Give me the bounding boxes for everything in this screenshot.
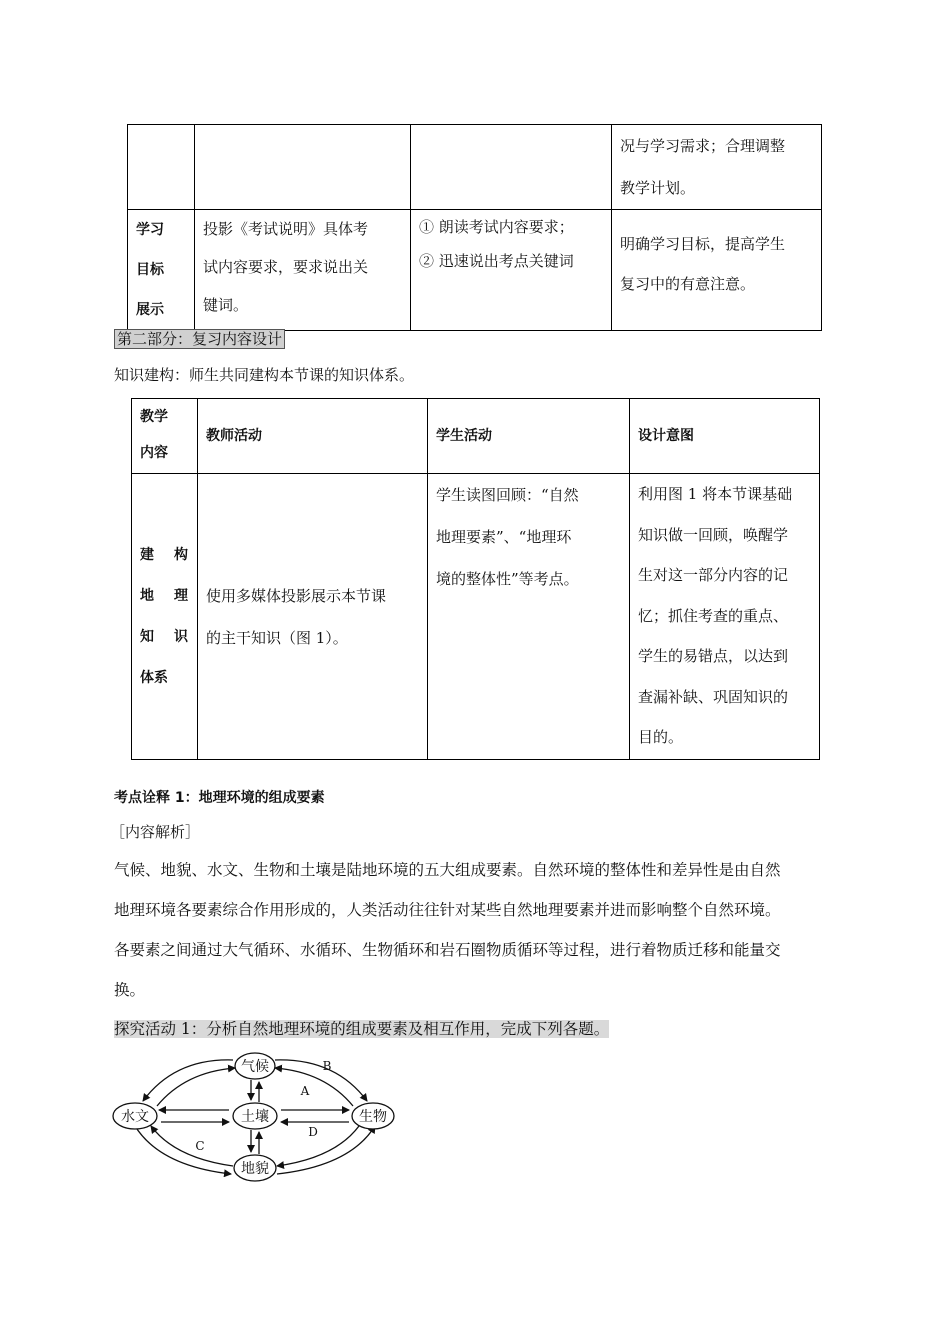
table-row — [128, 125, 822, 210]
table-header-row — [132, 399, 820, 474]
cell-text: 地理要素”、“地理环 — [436, 528, 572, 546]
paragraph-line: 换。 — [114, 981, 146, 999]
row-label-cell — [128, 210, 195, 331]
geography-elements-diagram — [105, 1046, 405, 1186]
part-title: 第二部分：复习内容设计 — [114, 329, 285, 349]
header-teacher: 教师活动 — [198, 399, 428, 474]
arrow-line — [275, 1068, 353, 1106]
row-label: 地 理 — [140, 587, 188, 604]
table-row — [128, 210, 822, 331]
intent-cell — [612, 210, 822, 331]
cell-text: ① 朗读考试内容要求； — [419, 218, 574, 236]
arrow-label: D — [308, 1125, 318, 1139]
cell-text: 利用图 1 将本节课基础 — [638, 485, 793, 503]
arrow-label: A — [300, 1084, 310, 1098]
arrow-line — [135, 1126, 231, 1174]
cell-text: 目的。 — [638, 728, 684, 746]
cell-text: 复习中的有意注意。 — [620, 275, 756, 293]
student-activity-cell — [411, 210, 612, 331]
node-label: 生物 — [359, 1109, 387, 1125]
table-cell — [195, 125, 411, 210]
paragraph-line: 各要素之间通过大气循环、水循环、生物循环和岩石圈物质循环等过程，进行着物质迁移和能量交 — [114, 941, 781, 959]
row-label: 知 识 — [140, 628, 188, 645]
content-paragraph — [114, 850, 844, 1010]
header-text: 内容 — [140, 445, 168, 461]
table-row — [132, 474, 820, 760]
row-label: 体系 — [140, 669, 168, 686]
paragraph-line: 地理环境各要素综合作用形成的，人类活动往往针对某些自然地理要素并进而影响整个自然环境。 — [114, 901, 781, 919]
knowledge-intro: 知识建构：师生共同建构本节课的知识体系。 — [114, 366, 415, 384]
section-subtitle: ［内容解析］ — [110, 823, 201, 841]
teacher-activity-cell — [195, 210, 411, 331]
cell-text: 使用多媒体投影展示本节课 — [206, 586, 387, 605]
node-label: 土壤 — [241, 1109, 269, 1125]
arrow-line — [151, 1126, 233, 1166]
cell-text: ② 迅速说出考点关键词 — [419, 252, 574, 270]
lesson-table-1 — [127, 124, 822, 331]
section-title: 考点诠释 1：地理环境的组成要素 — [114, 790, 325, 806]
arrow-line — [157, 1068, 235, 1106]
arrow-line — [277, 1126, 359, 1166]
header-text: 教学 — [140, 409, 168, 425]
node-label: 气候 — [241, 1059, 269, 1075]
lesson-table-2 — [131, 398, 820, 760]
header-intent: 设计意图 — [630, 399, 820, 474]
cell-text: 境的整体性”等考点。 — [436, 570, 579, 588]
table-cell — [411, 125, 612, 210]
node-label: 地貌 — [241, 1161, 269, 1177]
row-label: 建 构 — [140, 546, 188, 563]
cell-text: 教学计划。 — [620, 179, 696, 197]
paragraph-line: 气候、地貌、水文、生物和土壤是陆地环境的五大组成要素。自然环境的整体性和差异性是由自然 — [114, 861, 781, 879]
row-label: 目标 — [136, 262, 164, 278]
cell-text: 试内容要求，要求说出关 — [203, 258, 369, 276]
cell-text: 的主干知识（图 1）。 — [206, 628, 348, 647]
intent-cell — [612, 125, 822, 210]
cell-text: 投影《考试说明》具体考 — [203, 220, 369, 238]
arrow-label: B — [322, 1059, 332, 1073]
table-cell — [128, 125, 195, 210]
cell-text: 查漏补缺、巩固知识的 — [638, 687, 789, 706]
student-activity-cell — [428, 474, 630, 760]
teacher-activity-cell — [198, 474, 428, 760]
cell-text: 明确学习目标，提高学生 — [620, 235, 786, 253]
cell-text: 键词。 — [203, 296, 249, 314]
cell-text: 知识做一回顾，唤醒学 — [638, 525, 789, 544]
cell-text: 学生读图回顾：“自然 — [436, 486, 579, 504]
arrow-label: C — [195, 1139, 205, 1153]
intent-cell — [630, 474, 820, 760]
cell-text: 忆；抓住考查的重点、 — [638, 606, 789, 625]
row-label: 学习 — [136, 222, 164, 238]
row-label-cell — [132, 474, 198, 760]
cell-text: 学生的易错点，以达到 — [638, 647, 789, 665]
header-student: 学生活动 — [428, 399, 630, 474]
cell-text: 况与学习需求；合理调整 — [620, 137, 786, 155]
row-label: 展示 — [136, 302, 164, 318]
header-content — [132, 399, 198, 474]
activity-prompt: 探究活动 1：分析自然地理环境的组成要素及相互作用，完成下列各题。 — [114, 1020, 610, 1038]
arrow-line — [277, 1126, 375, 1174]
cell-text: 生对这一部分内容的记 — [638, 566, 789, 584]
node-label: 水文 — [121, 1109, 149, 1125]
